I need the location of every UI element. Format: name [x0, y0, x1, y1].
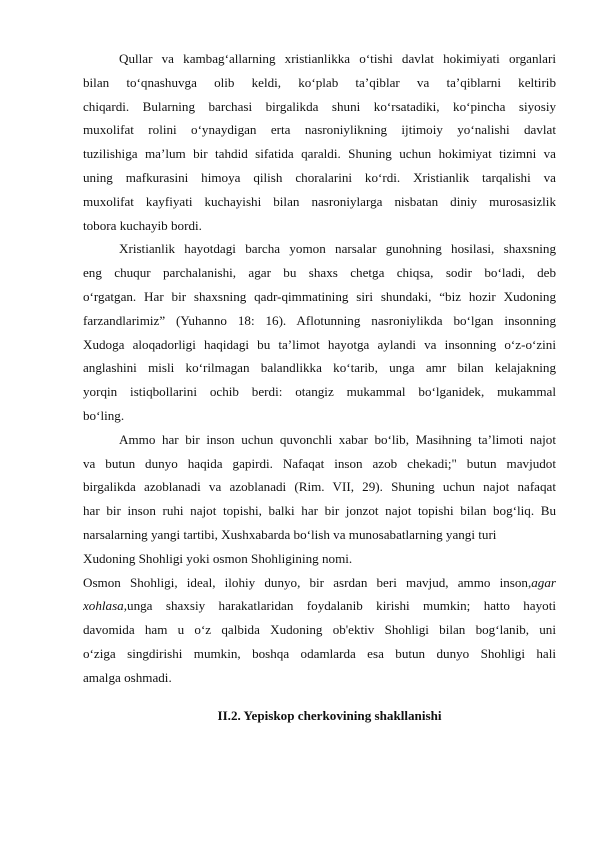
text-line: muxolifat kayfiyati kuchayishi bilan nasroniylarga nisbatan diniy murosasizlik: [83, 193, 556, 209]
italic-text: xohlasa,: [83, 598, 128, 614]
text-line: uning mafkurasini himoya qilish choralarini ko‘rdi. Xristianlik tarqalishi va: [83, 169, 556, 185]
text-line: Qullar va kambag‘allarning xristianlikka o‘tishi davlat hokimiyati organlari: [119, 51, 556, 66]
text-line: davomida ham u o‘z qalbida Xudoning ob'ektiv Shohligi bilan bog‘lanib, uni: [83, 622, 556, 638]
paragraph-3: [83, 428, 556, 571]
text-line: [83, 594, 556, 618]
text-line: o‘ziga singdirishi mumkin, boshqa odamlarda esa butun dunyo Shohligi hali: [83, 645, 556, 661]
text-line: o‘rgatgan. Har bir shaxsning qadr-qimmatining siri shundaki, “biz hozir Xudoning: [83, 288, 556, 304]
italic-text: agar: [531, 574, 556, 590]
text-line: tobora kuchayib bordi.: [83, 217, 202, 233]
text-line: narsalarning yangi tartibi, Xushxabarda bo‘lish va munosabatlarning yangi turi: [83, 526, 497, 542]
text-run: Osmon Shohligi, ideal, ilohiy dunyo, bir asrdan beri mavjud, ammo inson,: [83, 574, 532, 590]
text-line: farzandlarimiz” (Yuhanno 18: 16). Aflotunning nasroniylikda bo‘lgan insonning: [83, 312, 556, 328]
paragraph-1: [83, 47, 556, 237]
text-line: bo‘ling.: [83, 407, 125, 423]
text-line: yorqin istiqbollarini ochib berdi: otangiz mukammal bo‘lganidek, mukammal: [83, 384, 556, 400]
text-line: birgalikda azoblanadi va azoblanadi (Rim. VII, 29). Shuning uchun najot nafaqat: [83, 479, 556, 495]
text-line: bilan to‘qnashuvga olib keldi, ko‘plab ta’qiblar va ta’qiblarni keltirib: [83, 74, 556, 90]
text-line: amalga oshmadi.: [83, 669, 172, 685]
text-line: Xudoga aloqadorligi haqidagi bu ta’limot hayotga aylandi va insonning o‘z-o‘zini: [83, 336, 556, 352]
text-line: anglashini misli ko‘rilmagan balandlikka ko‘tarib, unga amr bilan kelajakning: [83, 360, 556, 376]
text-run: unga shaxsiy harakatlaridan foydalanib kirishi mumkin; hatto hayoti: [127, 598, 556, 614]
text-line: eng chuqur parchalanishi, agar bu shaxs chetga chiqsa, sodir bo‘ladi, deb: [83, 265, 556, 281]
paragraph-4: [83, 571, 556, 690]
text-line: Xristianlik hayotdagi barcha yomon narsalar gunohning hosilasi, shaxsning: [119, 241, 556, 257]
paragraph-2: [83, 237, 556, 427]
text-line: [83, 571, 556, 595]
text-line: muxolifat rolini o‘ynaydigan erta nasroniylikning ijtimoiy yo‘nalishi davlat: [83, 122, 556, 138]
text-line: tuzilishiga ma’lum bir tahdid sifatida qaraldi. Shuning uchun hokimiyat tizimni va: [83, 146, 556, 162]
text-line: har bir inson ruhi najot topishi, balki har bir jonzot najot topishi bilan bog‘liq. Bu: [83, 503, 556, 519]
text-line: va butun dunyo haqida gapirdi. Nafaqat inson azob chekadi;" butun mavjudot: [83, 455, 556, 471]
text-line: Ammo har bir inson uchun quvonchli xabar bo‘lib, Masihning ta’limoti najot: [119, 431, 556, 447]
section-heading: II.2. Yepiskop cherkovining shakllanishi: [217, 707, 442, 723]
text-line: Xudoning Shohligi yoki osmon Shohligining nomi.: [83, 550, 353, 566]
document-page: [83, 47, 556, 728]
text-line: chiqardi. Bularning barchasi birgalikda shuni ko‘rsatadiki, ko‘pincha siyosiy: [83, 98, 556, 114]
